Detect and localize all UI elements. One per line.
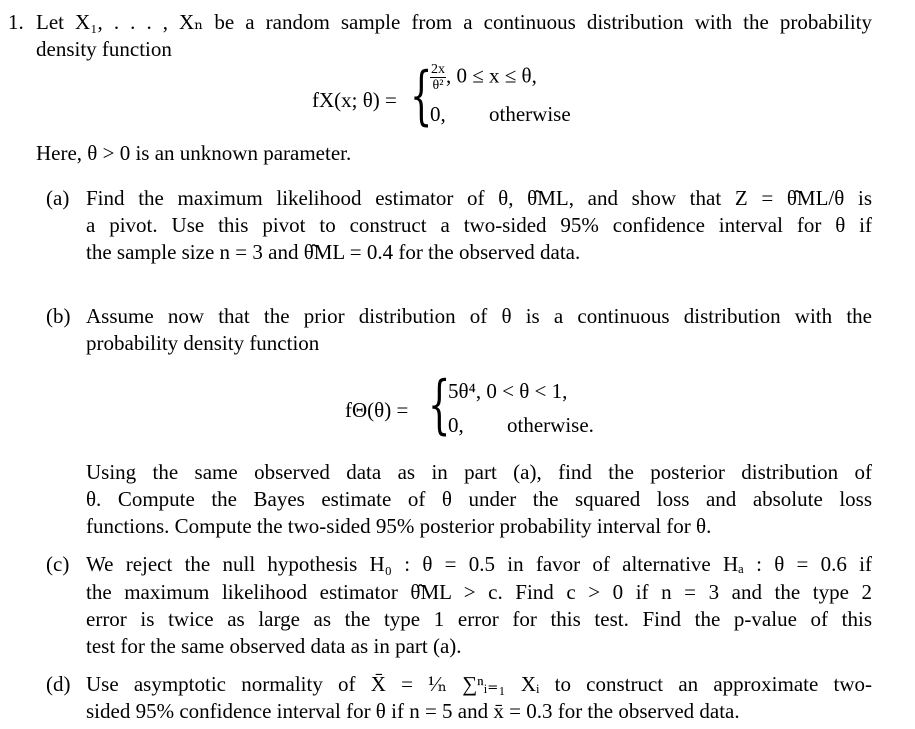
part-a-line-2: a pivot. Use this pivot to construct a two-sided 95% confidence interval for θ if [86, 213, 872, 237]
part-c-label: (c) [46, 552, 70, 576]
pdf-case-1 [430, 62, 537, 93]
part-b-line-5: functions. Compute the two-sided 95% posterior probability interval for θ. [86, 514, 712, 538]
prior-lhs: fΘ(θ) = [345, 398, 409, 422]
part-c-line-1: We reject the null hypothesis H₀ : θ = 0.5 in favor of alternative Hₐ : θ = 0.6 if [86, 552, 872, 576]
pdf-lhs: fX(x; θ) = [312, 88, 397, 112]
pdf-frac-den: θ² [432, 78, 444, 93]
pdf-frac-num: 2x [431, 62, 445, 77]
prior-brace: { [428, 368, 451, 442]
pdf-brace: { [410, 59, 433, 133]
part-b-line-1: Assume now that the prior distribution of θ is a continuous distribution with the [86, 304, 872, 328]
part-d-label: (d) [46, 672, 71, 696]
part-c-line-3: error is twice as large as the type 1 error for this test. Find the p-value of this [86, 607, 872, 631]
part-b-line-2: probability density function [86, 331, 320, 355]
part-a-line-1: Find the maximum likelihood estimator of θ, θ̂ML, and show that Z = θ̂ML/θ is [86, 186, 872, 210]
part-c-line-4: test for the same observed data as in part (a). [86, 634, 462, 658]
prior-case-1: 5θ⁴, 0 < θ < 1, [448, 379, 568, 403]
part-a-line-3: the sample size n = 3 and θ̂ML = 0.4 for the observed data. [86, 240, 581, 264]
intro-line-1: Let X₁, . . . , Xₙ be a random sample from a continuous distribution with the probability [36, 10, 872, 34]
prior-case-2-cond: otherwise. [507, 413, 594, 437]
pdf-case-1-cond: , 0 ≤ x ≤ θ, [446, 63, 537, 88]
part-a-label: (a) [46, 186, 70, 210]
intro-line-2: density function [36, 37, 172, 61]
part-b-line-4: θ. Compute the Bayes estimate of θ under the squared loss and absolute loss [86, 487, 872, 511]
part-d-line-1: Use asymptotic normality of X̄ = ¹⁄ₙ ∑ⁿᵢ₌₁ Xᵢ to construct an approximate two- [86, 672, 872, 696]
pdf-case-2-value: 0, [430, 102, 446, 126]
problem-number: 1. [8, 10, 24, 34]
part-b-line-3: Using the same observed data as in part (a), find the posterior distribution of [86, 460, 872, 484]
pdf-case-2-cond: otherwise [489, 102, 571, 126]
here-line: Here, θ > 0 is an unknown parameter. [36, 141, 352, 165]
pdf-case-1-fraction [430, 62, 446, 93]
prior-case-2-value: 0, [448, 413, 464, 437]
part-d-line-2: sided 95% confidence interval for θ if n = 5 and x̄ = 0.3 for the observed data. [86, 699, 740, 723]
part-b-label: (b) [46, 304, 71, 328]
part-c-line-2: the maximum likelihood estimator θ̂ML > c. Find c > 0 if n = 3 and the type 2 [86, 580, 872, 604]
